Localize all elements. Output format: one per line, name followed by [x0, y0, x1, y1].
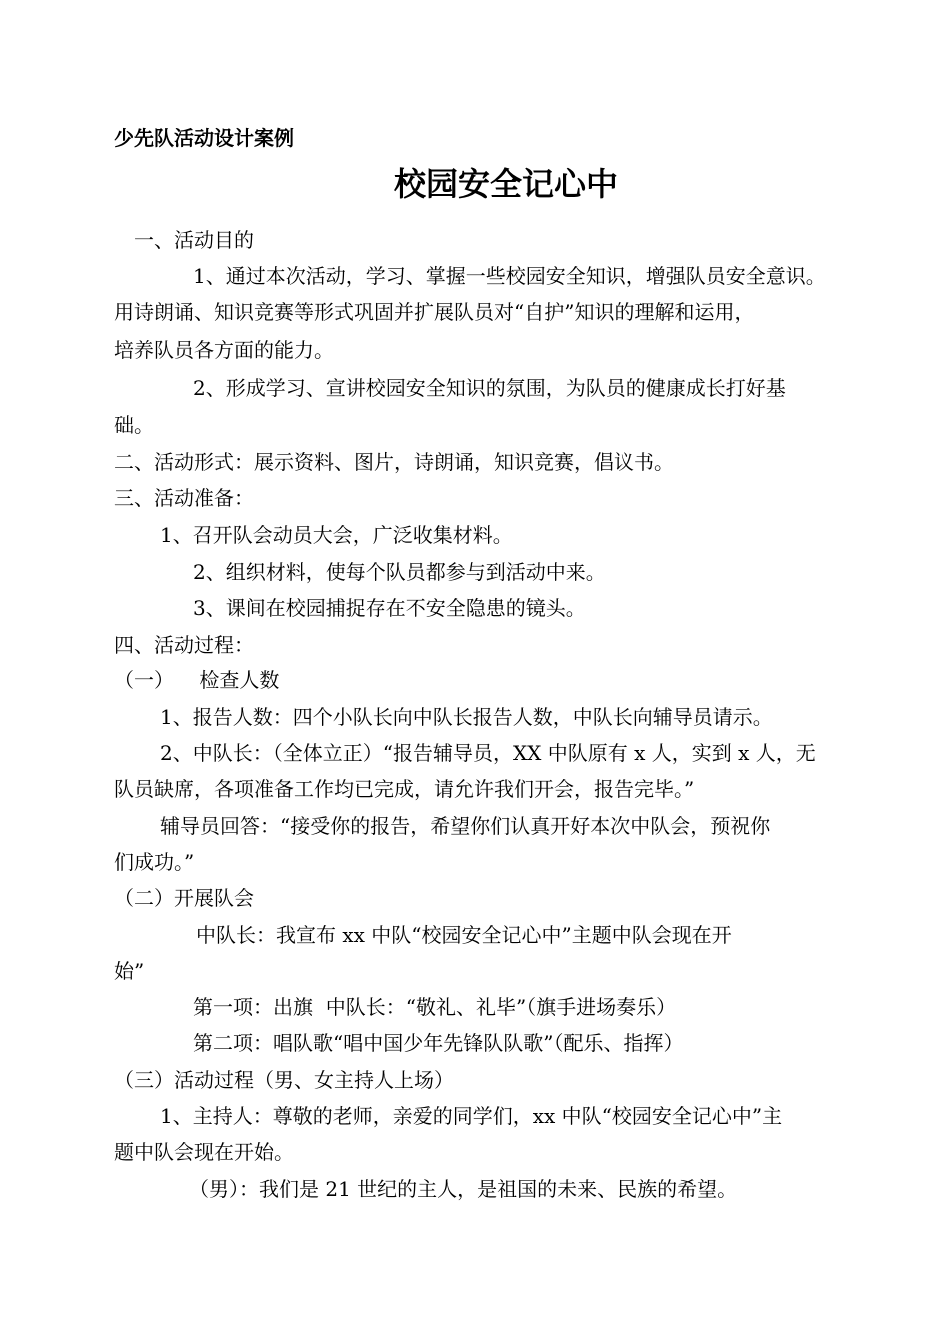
section-heading: 三、活动准备： [114, 486, 254, 510]
subsection-heading: （一） 检查人数 [114, 668, 280, 692]
paragraph-line: （男）：我们是 21 世纪的主人，是祖国的未来、民族的希望。 [189, 1177, 738, 1201]
paragraph-line: 第一项：出旗 中队长：“敬礼、礼毕”（旗手进场奏乐） [193, 995, 677, 1019]
paragraph-line: 1、通过本次活动，学习、掌握一些校园安全知识，增强队员安全意识。 [193, 264, 826, 288]
paragraph-line: 用诗朗诵、知识竞赛等形式巩固并扩展队员对“自护”知识的理解和运用， [114, 300, 755, 324]
paragraph-line: 题中队会现在开始。 [114, 1140, 294, 1164]
paragraph-line: 础。 [114, 413, 154, 437]
subsection-heading: （二）开展队会 [114, 886, 254, 910]
paragraph-line: 始” [114, 959, 145, 983]
paragraph-line: 2、中队长：（全体立正）“报告辅导员，XX 中队原有 x 人，实到 x 人，无 [160, 741, 816, 765]
subsection-heading: （三）活动过程（男、女主持人上场） [114, 1068, 454, 1092]
paragraph-line: 第二项：唱队歌“唱中国少年先锋队队歌”（配乐、指挥） [193, 1031, 684, 1055]
section-heading: 一、活动目的 [134, 228, 254, 252]
paragraph-line: 1、召开队会动员大会，广泛收集材料。 [160, 523, 513, 547]
paragraph-line: 队员缺席，各项准备工作均已完成，请允许我们开会，报告完毕。” [114, 777, 695, 801]
document-header: 少先队活动设计案例 [114, 126, 294, 150]
paragraph-line: 1、主持人：尊敬的老师，亲爱的同学们，xx 中队“校园安全记心中”主 [160, 1104, 783, 1128]
paragraph-line: 2、形成学习、宣讲校园安全知识的氛围，为队员的健康成长打好基 [193, 376, 786, 400]
paragraph-line: 1、报告人数：四个小队长向中队长报告人数，中队长向辅导员请示。 [160, 705, 773, 729]
document-title: 校园安全记心中 [394, 165, 619, 203]
section-heading: 四、活动过程： [114, 633, 254, 657]
paragraph-line: 培养队员各方面的能力。 [114, 338, 334, 362]
paragraph-line: 中队长：我宣布 xx 中队“校园安全记心中”主题中队会现在开 [196, 923, 732, 947]
paragraph-line: 们成功。” [114, 850, 195, 874]
paragraph-line: 2、组织材料，使每个队员都参与到活动中来。 [193, 560, 606, 584]
paragraph-line: 辅导员回答：“接受你的报告，希望你们认真开好本次中队会，预祝你 [160, 814, 771, 838]
paragraph-line: 3、课间在校园捕捉存在不安全隐患的镜头。 [193, 596, 586, 620]
section-heading: 二、活动形式：展示资料、图片，诗朗诵，知识竞赛，倡议书。 [114, 450, 674, 474]
